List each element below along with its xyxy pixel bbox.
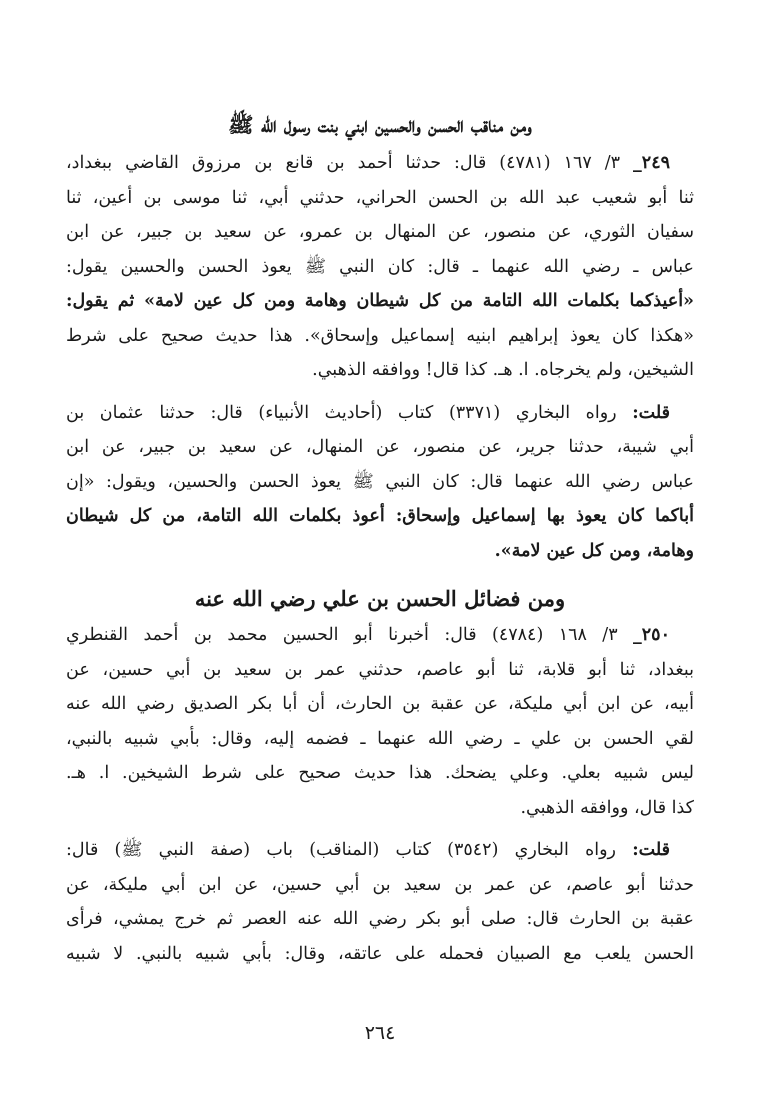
text-line: سفيان الثوري، عن منصور، عن المنهال بن عمرو، عن سعيد بن جبير، عن ابن bbox=[66, 222, 694, 242]
text-line: أبي شيبة، حدثنا جرير، عن منصور، عن المنهال، عن سعيد بن جبير، عن ابن bbox=[66, 437, 694, 457]
text-line: «أعيذكما بكلمات الله التامة من كل شيطان وهامة ومن كل عين لامة» ثم يقول: bbox=[66, 291, 694, 311]
section-heading-hasan-husayn: ومن مناقب الحسن والحسين ابني بنت رسول الله ﷺ bbox=[228, 112, 532, 137]
text-line: ثنا أبو شعيب عبد الله بن الحسن الحراني، حدثني أبي، ثنا موسى بن أعين، ثنا bbox=[66, 187, 694, 208]
page-number: ٢٦٤ bbox=[364, 1022, 396, 1044]
qult-label: قلت: bbox=[632, 840, 671, 860]
text-line: أباكما كان يعوذ بها إسماعيل وإسحاق: أعوذ بكلمات الله التامة، من كل شيطان bbox=[66, 506, 694, 526]
text-line: وهامة، ومن كل عين لامة». bbox=[494, 540, 694, 561]
text-line: الحسن يلعب مع الصبيان فحمله على عاتقه، وقال: بأبي شبيه بالنبي. لا شبيه bbox=[66, 943, 694, 964]
text-line: ٢٥٠_ ٣/ ١٦٨ (٤٧٨٤) قال: أخبرنا أبو الحسين محمد بن أحمد القنطري bbox=[66, 625, 670, 645]
text-line: ليس شبيه بعلي. وعلي يضحك. هذا حديث صحيح على شرط الشيخين. ا. هـ. bbox=[66, 763, 694, 783]
hadith-249 bbox=[66, 146, 694, 388]
text-line: أبيه، عن ابن أبي مليكة، عن عقبة بن الحارث، أن أبا بكر الصديق رضي الله عنه bbox=[66, 694, 694, 714]
text-line: كذا قال، ووافقه الذهبي. bbox=[520, 797, 694, 818]
text-line: ببغداد، ثنا أبو قلابة، ثنا أبو عاصم، حدثني عمر بن سعيد بن أبي حسين، عن bbox=[66, 659, 694, 680]
text-line: حدثنا أبو عاصم، عن عمر بن سعيد بن أبي حسين، عن ابن أبي مليكة، عن bbox=[66, 874, 694, 895]
text-line: عقبة بن الحارث قال: صلى أبو بكر رضي الله عنه العصر ثم خرج يمشي، فرأى bbox=[66, 909, 694, 929]
text-line: الشيخين، ولم يخرجاه. ا. هـ. كذا قال! ووافقه الذهبي. bbox=[312, 360, 694, 380]
text-line: عباس ـ رضي الله عنهما ـ قال: كان النبي ﷺ يعوذ الحسن والحسين يقول: bbox=[66, 256, 694, 277]
text-line: «هكذا كان يعوذ إبراهيم ابنيه إسماعيل وإسحاق». هذا حديث صحيح على شرط bbox=[66, 325, 694, 346]
text-line: ٢٤٩_ ٣/ ١٦٧ (٤٧٨١) قال: حدثنا أحمد بن قانع بن مرزوق القاضي ببغداد، bbox=[66, 153, 670, 173]
text-line: عباس رضي الله عنهما قال: كان النبي ﷺ يعوذ الحسن والحسين، ويقول: «إن bbox=[66, 471, 694, 492]
text-line: قلت: رواه البخاري (٣٣٧١) كتاب (أحاديث الأنبياء) قال: حدثنا عثمان بن bbox=[66, 402, 671, 423]
text-line: لقي الحسن بن علي ـ رضي الله عنهما ـ فضمه إليه، وقال: بأبي شبيه بالنبي، bbox=[66, 728, 694, 749]
hadith-250 bbox=[66, 618, 694, 825]
commentary-250 bbox=[66, 833, 694, 971]
section-heading-hasan-ibn-ali: ومن فضائل الحسن بن علي رضي الله عنه bbox=[194, 586, 566, 611]
qult-label: قلت: bbox=[632, 402, 671, 423]
text-line: قلت: رواه البخاري (٣٥٤٢) كتاب (المناقب) باب (صفة النبي ﷺ) قال: bbox=[66, 840, 671, 860]
hadith-number: ٢٤٩_ bbox=[633, 153, 670, 173]
commentary-249 bbox=[66, 396, 694, 569]
hadith-number: ٢٥٠_ bbox=[633, 625, 670, 645]
